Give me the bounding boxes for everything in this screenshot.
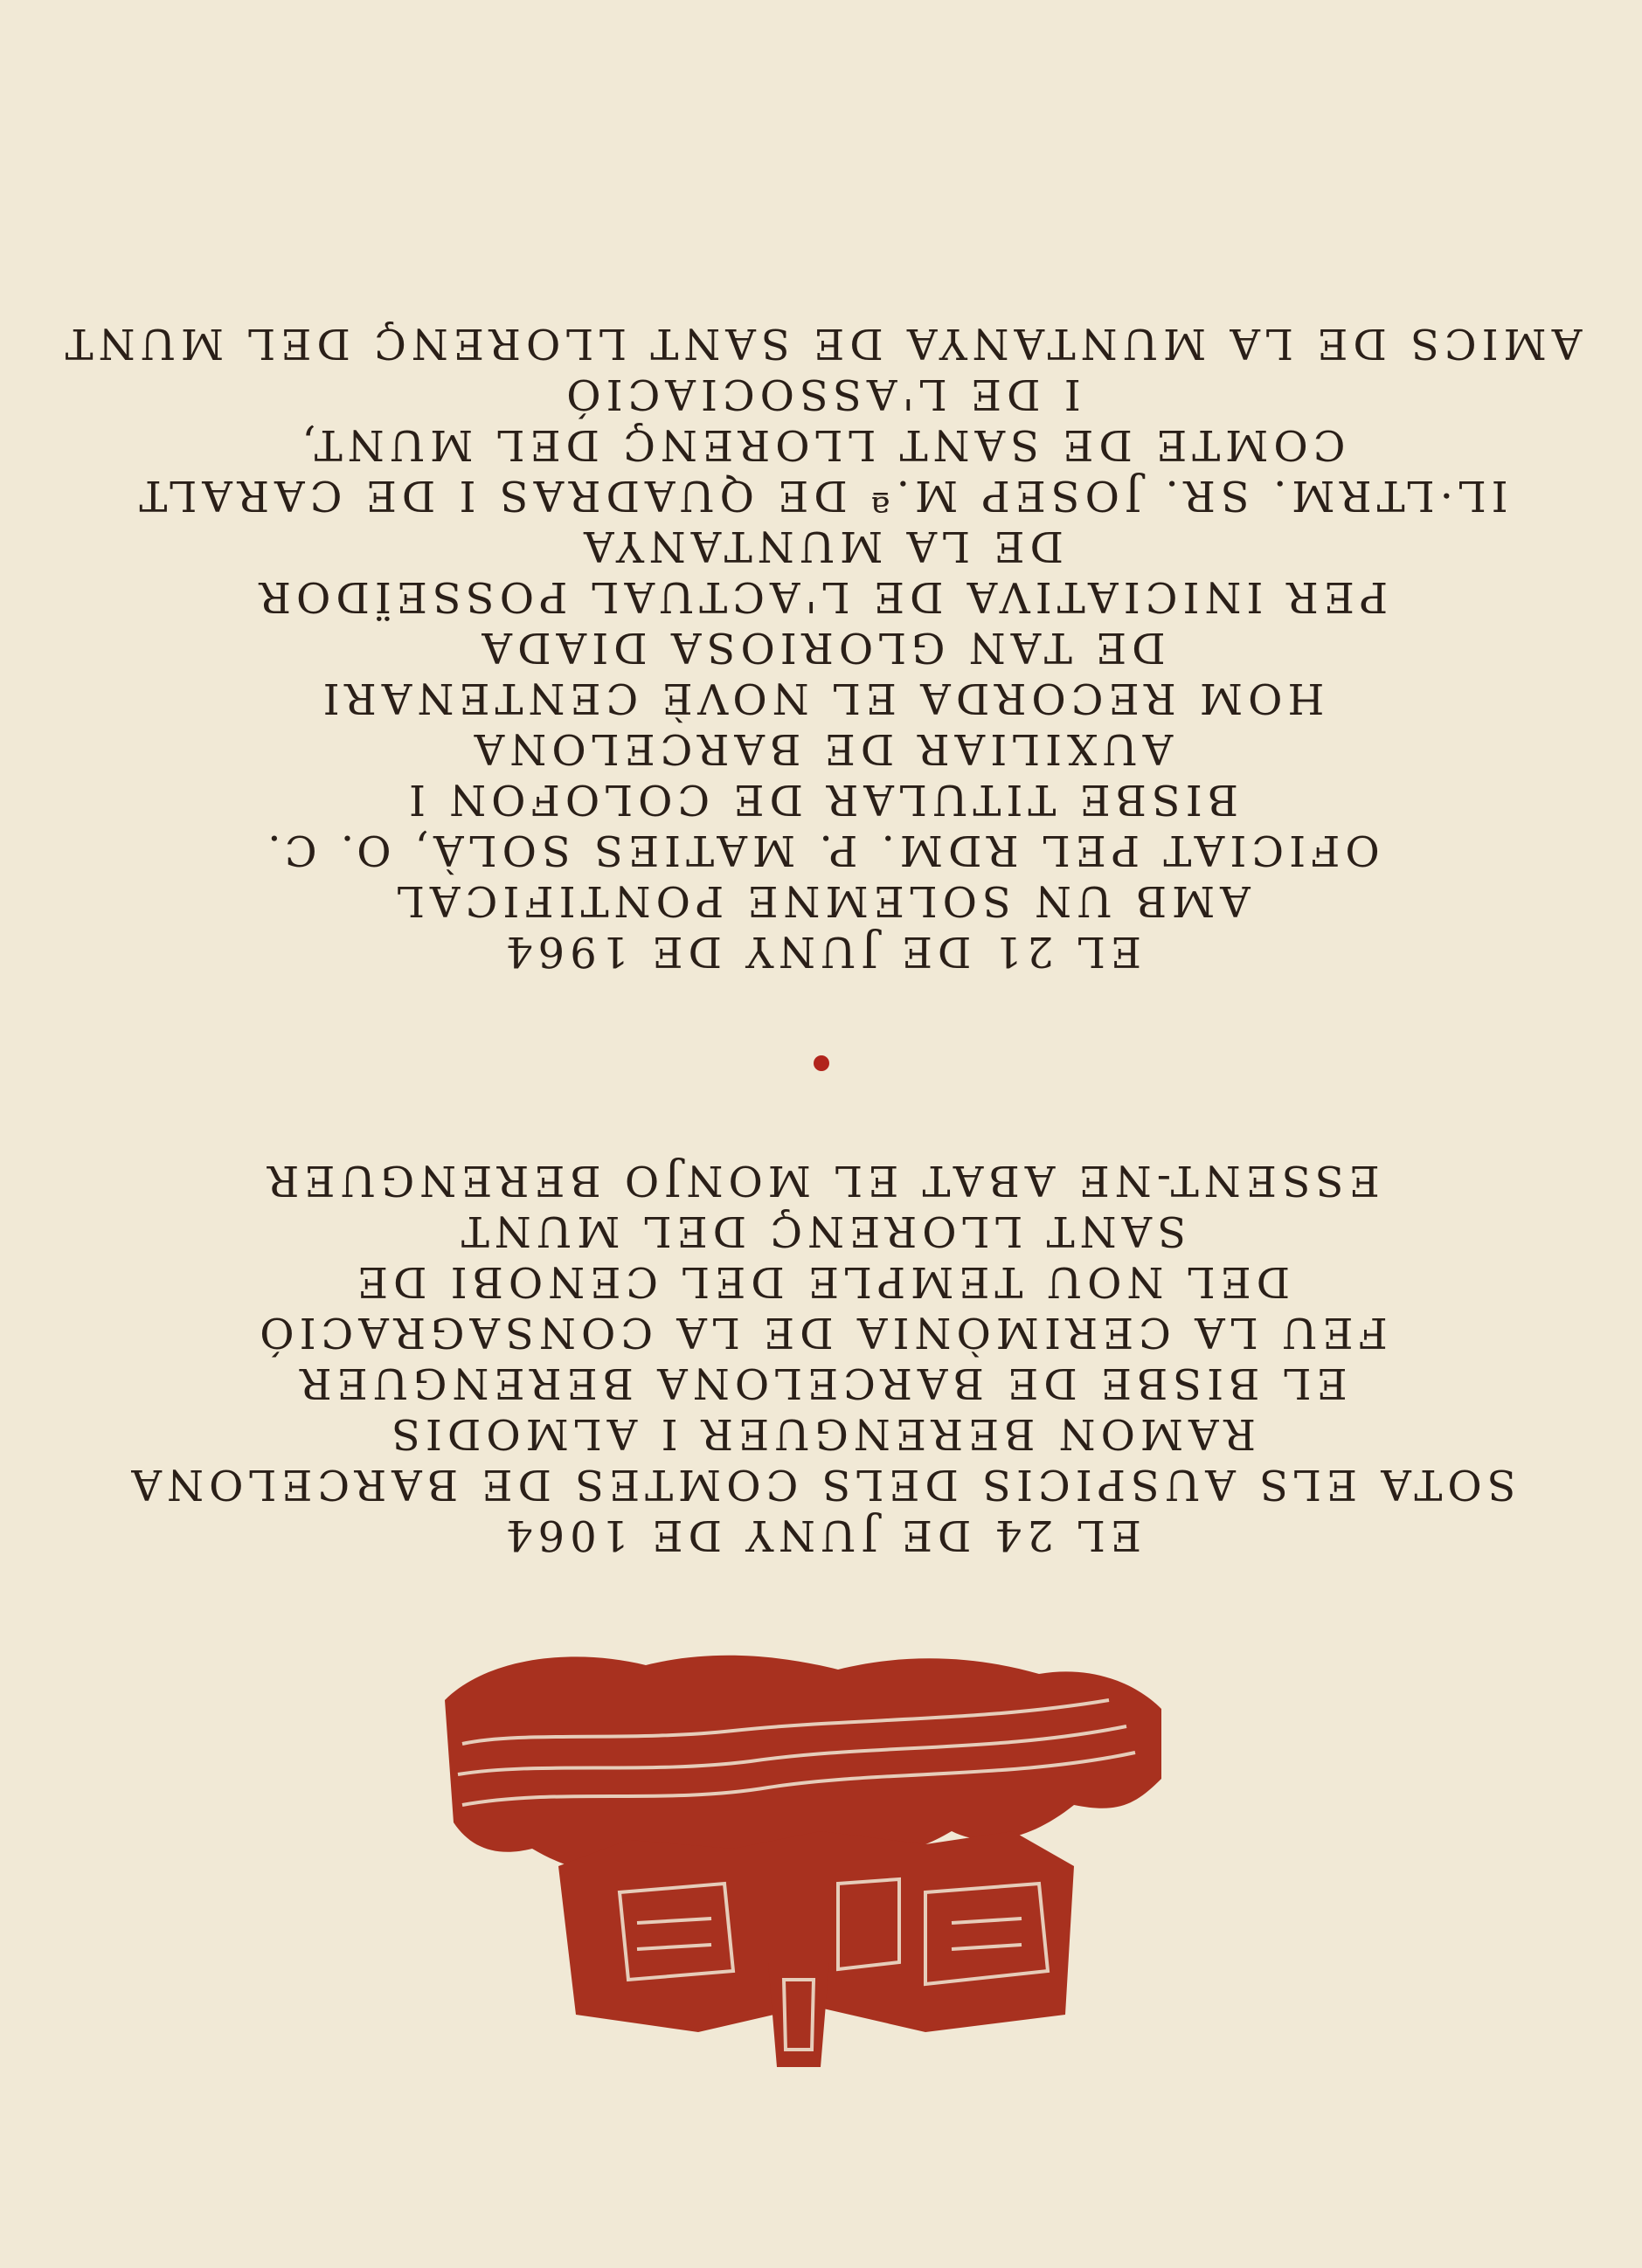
monastery-woodcut-icon bbox=[436, 1648, 1188, 2067]
text-line: AUXILIAR DE BARCELONA bbox=[468, 724, 1174, 773]
text-line: I DE L'ASSOCIACIÓ bbox=[561, 370, 1081, 418]
text-block-1964 bbox=[0, 318, 1642, 977]
red-dot-ornament bbox=[814, 1055, 829, 1071]
text-line: SANT LLORENÇ DEL MUNT bbox=[455, 1207, 1187, 1255]
text-line: PER INICIATIVA DE L'ACTUAL POSSEÏDOR bbox=[253, 572, 1389, 621]
text-line: RAMON BERENGUER I ALMODIS bbox=[386, 1409, 1256, 1458]
text-line: BISBE TITULAR DE COLOFON I bbox=[403, 775, 1239, 824]
text-line: EL 21 DE JUNY DE 1964 bbox=[501, 927, 1141, 976]
text-line: FEU LA CERIMÒNIA DE LA CONSAGRACIÓ bbox=[254, 1308, 1388, 1357]
text-line: ESSENT-NE ABAT EL MONJO BERENGUER bbox=[262, 1156, 1380, 1205]
text-line: COMTE DE SANT LLORENÇ DEL MUNT, bbox=[296, 420, 1346, 469]
text-block-1064 bbox=[0, 1155, 1642, 1560]
text-line: HOM RECORDA EL NOVÈ CENTENARI bbox=[317, 674, 1325, 723]
text-line: IL·LTRM. SR. JOSEP M.ª DE QUADRAS I DE CARALT bbox=[134, 471, 1508, 520]
text-line: AMB UN SOLEMNE PONTIFICAL bbox=[391, 876, 1251, 925]
text-line: DEL NOU TEMPLE DEL CENOBI DE bbox=[351, 1257, 1291, 1306]
text-line: OFICIAT PEL RDM. P. MATIES SOLÀ, O. C. bbox=[262, 826, 1380, 875]
text-line: EL 24 DE JUNY DE 1064 bbox=[501, 1511, 1141, 1559]
text-line: AMICS DE LA MUNTANYA DE SANT LLORENÇ DEL MUNT bbox=[59, 319, 1583, 368]
text-line: SOTA ELS AUSPICIS DELS COMTES DE BARCELONA bbox=[126, 1460, 1516, 1509]
text-line: DE LA MUNTANYA bbox=[579, 522, 1063, 570]
text-line: DE TAN GLORIOSA DIADA bbox=[476, 623, 1166, 672]
text-line: EL BISBE DE BARCELONA BERENGUER bbox=[294, 1359, 1348, 1407]
